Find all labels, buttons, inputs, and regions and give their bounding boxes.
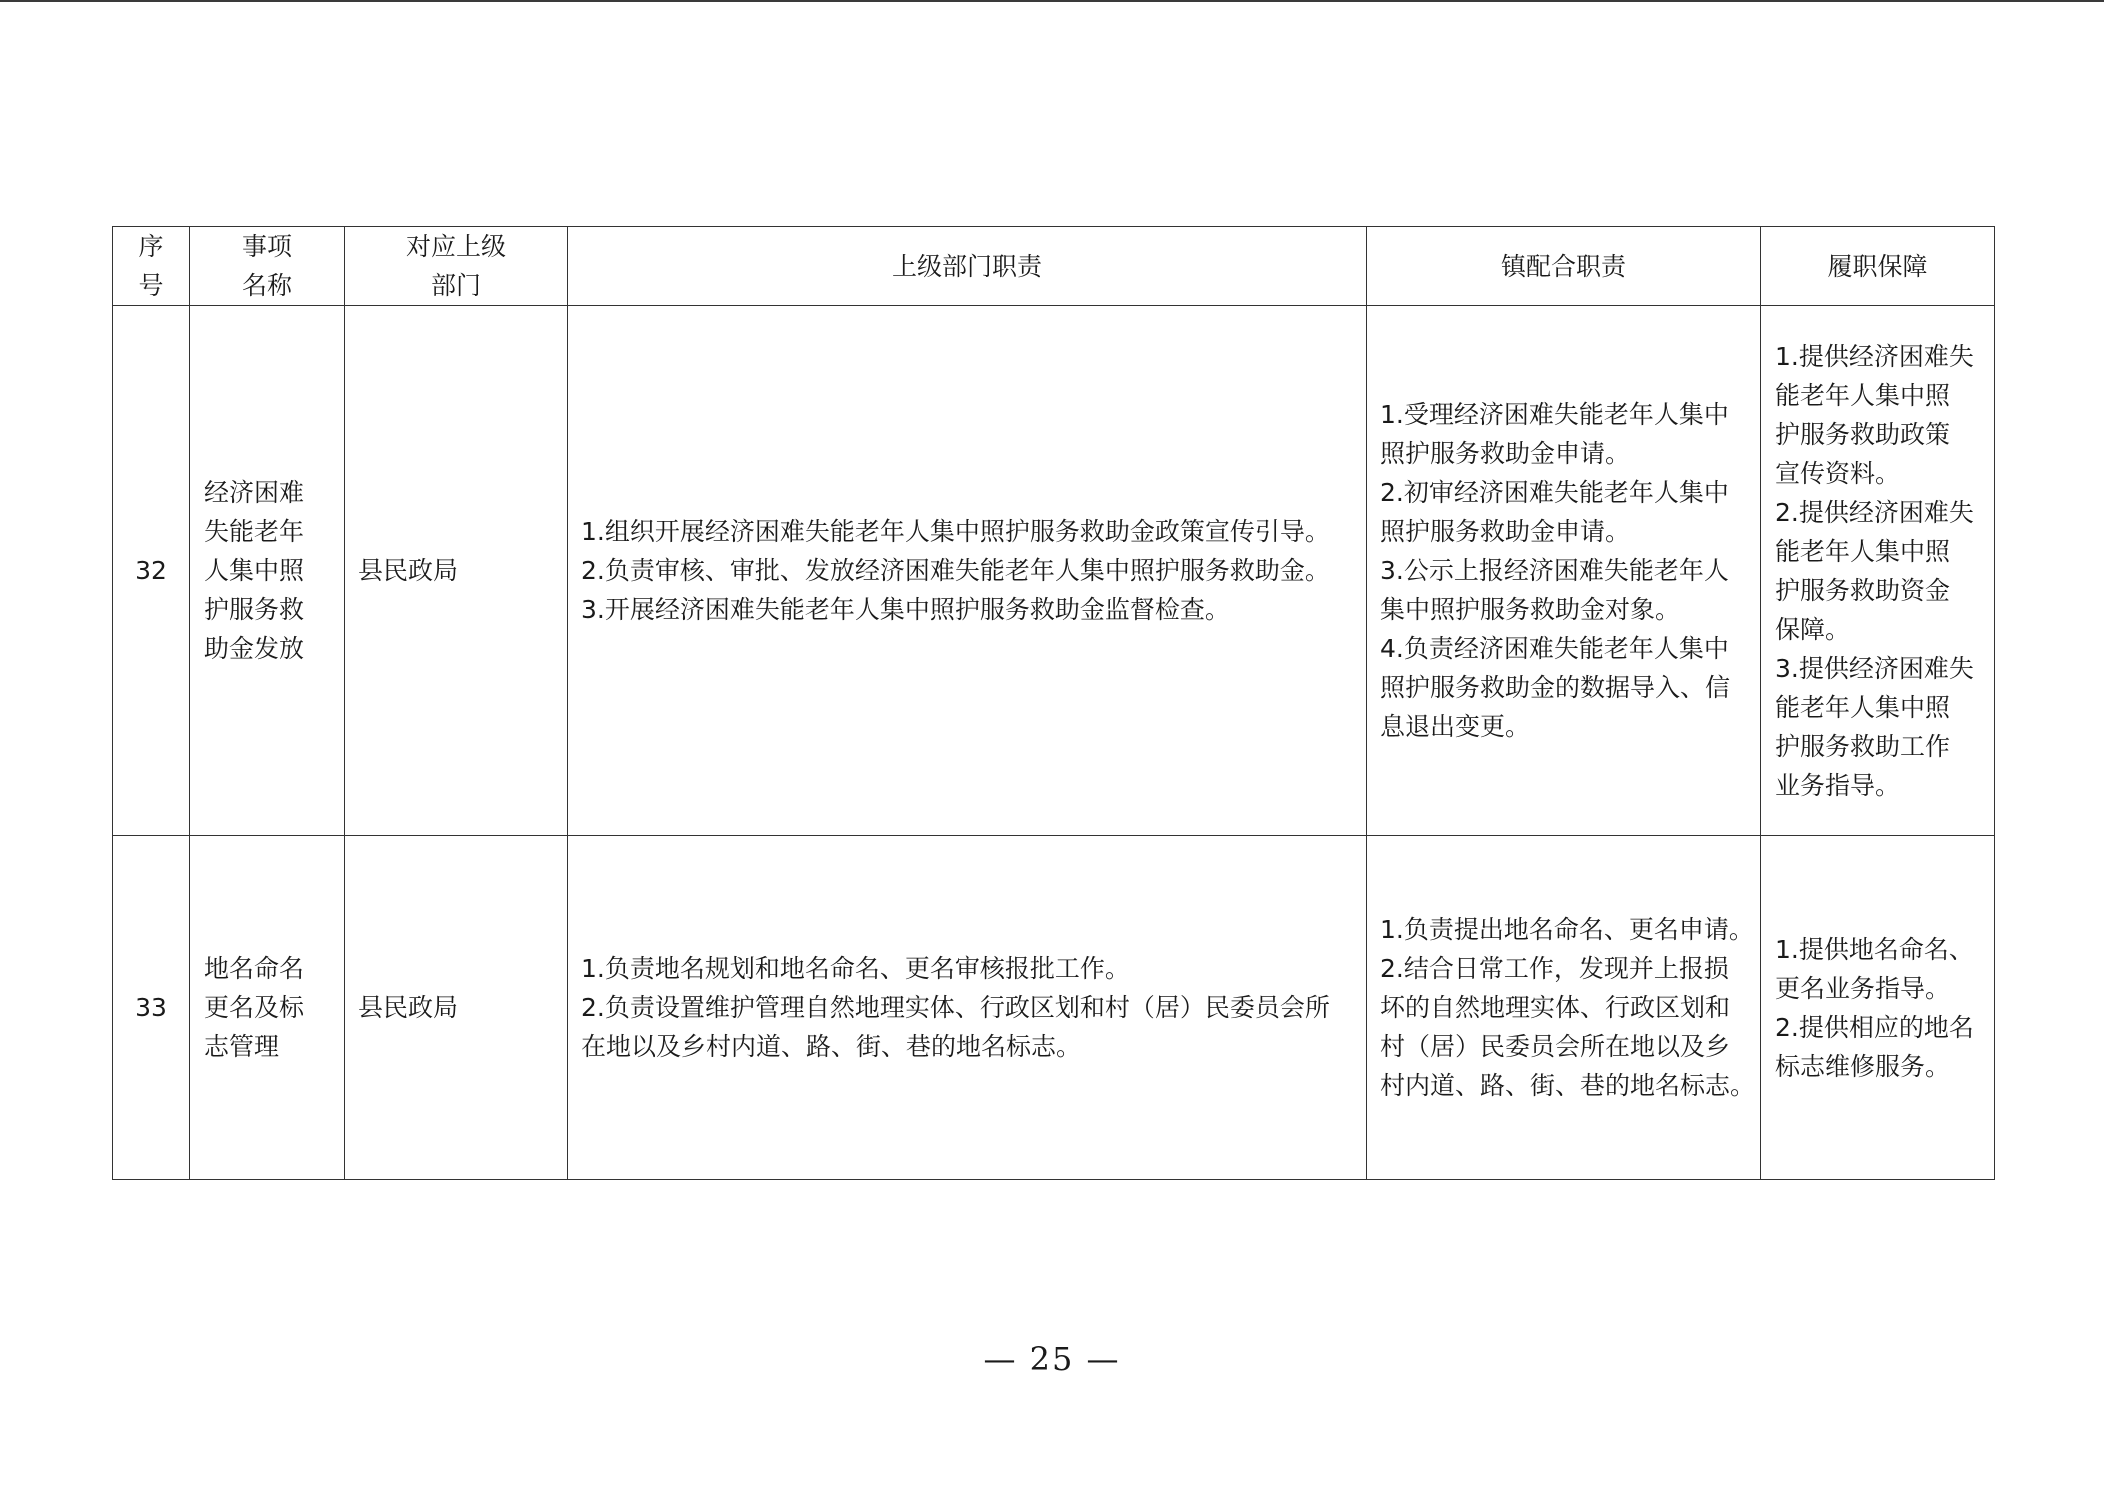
row-item-name: 经济困难 失能老年 人集中照 护服务救 助金发放 bbox=[190, 306, 345, 836]
header-town-duties: 镇配合职责 bbox=[1367, 227, 1761, 306]
table-row bbox=[113, 836, 1995, 1180]
page-top-rule bbox=[0, 0, 2104, 2]
row-support: 1.提供地名命名、 更名业务指导。 2.提供相应的地名 标志维修服务。 bbox=[1761, 836, 1995, 1180]
row-upper-duties: 1.负责地名规划和地名命名、更名审核报批工作。 2.负责设置维护管理自然地理实体、行政区划和村（居）民委员会所 在地以及乡村内道、路、街、巷的地名标志。 bbox=[568, 836, 1367, 1180]
header-upper-dept: 对应上级 部门 bbox=[345, 227, 568, 306]
header-seq: 序 号 bbox=[113, 227, 190, 306]
row-town-duties: 1.负责提出地名命名、更名申请。 2.结合日常工作，发现并上报损 坏的自然地理实体、行政区划和 村（居）民委员会所在地以及乡 村内道、路、街、巷的地名标志。 bbox=[1367, 836, 1761, 1180]
row-town-duties: 1.受理经济困难失能老年人集中 照护服务救助金申请。 2.初审经济困难失能老年人集中 照护服务救助金申请。 3.公示上报经济困难失能老年人 集中照护服务救助金对象。 4.负责经济困难失能老年人集中 照护服务救助金的数据导入、信 息退出变更。 bbox=[1367, 306, 1761, 836]
responsibility-table bbox=[112, 226, 1995, 1180]
header-item-name: 事项 名称 bbox=[190, 227, 345, 306]
row-support: 1.提供经济困难失 能老年人集中照 护服务救助政策 宣传资料。 2.提供经济困难失 能老年人集中照 护服务救助资金 保障。 3.提供经济困难失 能老年人集中照 护服务救助工作 业务指导。 bbox=[1761, 306, 1995, 836]
table-row bbox=[113, 306, 1995, 836]
row-dept: 县民政局 bbox=[345, 836, 568, 1180]
row-seq: 33 bbox=[113, 836, 190, 1180]
table-header-row bbox=[113, 227, 1995, 306]
page-number: — 25 — bbox=[983, 1340, 1121, 1378]
row-upper-duties: 1.组织开展经济困难失能老年人集中照护服务救助金政策宣传引导。 2.负责审核、审批、发放经济困难失能老年人集中照护服务救助金。 3.开展经济困难失能老年人集中照护服务救助金监督检查。 bbox=[568, 306, 1367, 836]
row-seq: 32 bbox=[113, 306, 190, 836]
row-dept: 县民政局 bbox=[345, 306, 568, 836]
header-upper-duties: 上级部门职责 bbox=[568, 227, 1367, 306]
row-item-name: 地名命名 更名及标 志管理 bbox=[190, 836, 345, 1180]
header-support: 履职保障 bbox=[1761, 227, 1995, 306]
